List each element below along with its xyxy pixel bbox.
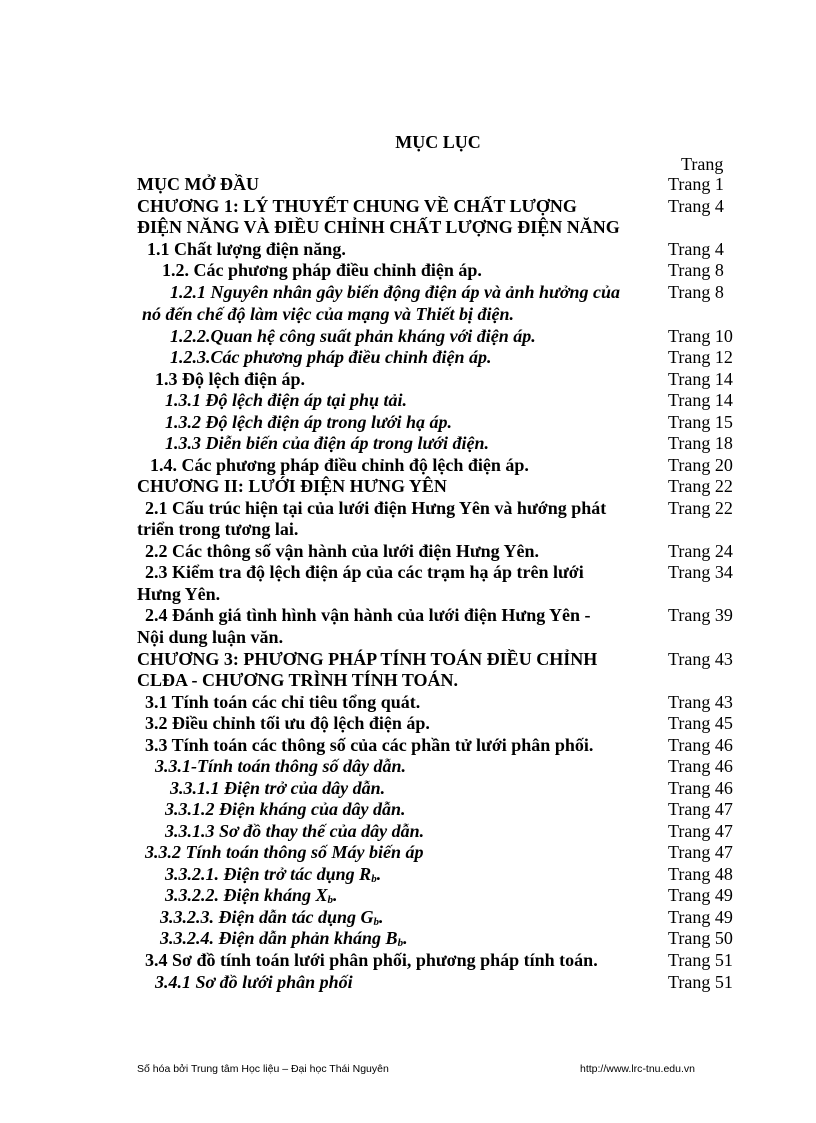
toc-entry-text: 1.4. Các phương pháp điều chỉnh độ lệch điện áp. [150, 455, 529, 475]
toc-entry-title [160, 928, 408, 953]
toc-entry-text: 3.3.1.2 Điện kháng của dây dẫn. [165, 799, 406, 819]
toc-entry-text: 1.2.2.Quan hệ công suất phản kháng với điện áp. [170, 326, 536, 346]
toc-entry-title [145, 950, 598, 972]
toc-entry-tail: . [379, 907, 384, 927]
toc-entry-title [145, 842, 424, 864]
toc-entry-page: Trang 49 [668, 907, 733, 927]
toc-entry-page: Trang 47 [668, 799, 733, 819]
toc-entry-page: Trang 43 [668, 649, 733, 669]
toc-entry-title [137, 649, 597, 671]
toc-entry-text: 1.2.1 Nguyên nhân gây biến động điện áp và ảnh hưởng của [170, 282, 621, 302]
toc-entry-title [145, 498, 606, 520]
toc-entry-text: 2.1 Cấu trúc hiện tại của lưới điện Hưng Yên và hướng phát [145, 498, 607, 518]
toc-entry-title [145, 692, 420, 714]
toc-entry-page: Trang 22 [668, 498, 733, 518]
toc-entry-title [137, 670, 458, 692]
toc-entry-page: Trang 50 [668, 928, 733, 948]
toc-entry-text: CHƯƠNG 1: LÝ THUYẾT CHUNG VỀ CHẤT LƯỢNG [137, 196, 577, 216]
toc-entry-tail: . [333, 885, 338, 905]
toc-entry-text: CHƯƠNG II: LƯỚI ĐIỆN HƯNG YÊN [137, 476, 447, 496]
toc-entry-text: 3.3.1-Tính toán thông số dây dẫn. [155, 756, 407, 776]
toc-entry-title [165, 885, 338, 910]
page-column-header: Trang [681, 154, 724, 174]
toc-entry-title [142, 304, 514, 326]
toc-entry-title [170, 282, 620, 304]
toc-entry-title [137, 217, 620, 239]
toc-entry-title [145, 605, 591, 627]
toc-entry-text: 3.3.1.3 Sơ đồ thay thế của dây dẫn. [165, 821, 425, 841]
toc-entry-page: Trang 46 [668, 735, 733, 755]
toc-entry-text: CHƯƠNG 3: PHƯƠNG PHÁP TÍNH TOÁN ĐIỀU CHỈNH [137, 649, 598, 669]
toc-entry-text: CLĐA - CHƯƠNG TRÌNH TÍNH TOÁN. [137, 670, 459, 690]
toc-entry-title [170, 326, 536, 348]
toc-entry-title [150, 455, 529, 477]
toc-entry-tail: . [376, 864, 382, 884]
toc-entry-title [155, 756, 406, 778]
toc-entry-page: Trang 49 [668, 885, 733, 905]
toc-entry-title [145, 562, 584, 584]
toc-entry-subscript: b [397, 937, 404, 949]
toc-entry-text: 1.2. Các phương pháp điều chỉnh điện áp. [162, 260, 482, 280]
toc-entry-text: Hưng Yên. [137, 584, 221, 604]
toc-entry-page: Trang 4 [668, 196, 724, 216]
toc-entry-text: 3.3 Tính toán các thông số của các phần tử lưới phân phối. [145, 735, 594, 755]
toc-entry-page: Trang 24 [668, 541, 733, 561]
toc-entry-page: Trang 18 [668, 433, 733, 453]
toc-entry-text: 3.2 Điều chỉnh tối ưu độ lệch điện áp. [145, 713, 430, 733]
toc-entry-text: 1.3.2 Độ lệch điện áp trong lưới hạ áp. [165, 412, 452, 432]
toc-entry-page: Trang 43 [668, 692, 733, 712]
toc-entry-text: 2.2 Các thông số vận hành của lưới điện Hưng Yên. [145, 541, 539, 561]
toc-entry-title [155, 369, 305, 391]
toc-entry-title [137, 627, 283, 649]
toc-entry-title [155, 972, 353, 994]
toc-entry-page: Trang 48 [668, 864, 733, 884]
toc-entry-page: Trang 22 [668, 476, 733, 496]
toc-entry-page: Trang 12 [668, 347, 733, 367]
toc-entry-page: Trang 1 [668, 174, 724, 194]
toc-entry-page: Trang 14 [668, 390, 733, 410]
toc-entry-title [137, 519, 298, 541]
toc-entry-page: Trang 46 [668, 778, 733, 798]
toc-entry-title [137, 174, 259, 196]
toc-entry-title [145, 713, 430, 735]
toc-entry-page: Trang 47 [668, 821, 733, 841]
toc-entry-title [165, 412, 452, 434]
toc-entry-page: Trang 51 [668, 972, 733, 992]
toc-entry-tail: . [403, 928, 408, 948]
toc-entry-text: 3.3.2.4. Điện dẫn phản kháng B [160, 928, 398, 948]
toc-entry-title [165, 433, 489, 455]
toc-entry-subscript: b [373, 916, 380, 928]
toc-entry-title [165, 390, 407, 412]
toc-entry-text: Nội dung luận văn. [137, 627, 284, 647]
toc-entry-text: 1.3 Độ lệch điện áp. [155, 369, 306, 389]
toc-entry-page: Trang 4 [668, 239, 724, 259]
toc-entry-text: 2.3 Kiểm tra độ lệch điện áp của các trạm hạ áp trên lưới [145, 562, 584, 582]
toc-entry-page: Trang 51 [668, 950, 733, 970]
toc-entry-page: Trang 8 [668, 260, 724, 280]
toc-entry-text: 1.1 Chất lượng điện năng. [147, 239, 346, 259]
toc-entry-text: 3.4.1 Sơ đồ lưới phân phối [155, 972, 353, 992]
toc-entry-text: nó đến chế độ làm việc của mạng và Thiết bị điện. [142, 304, 514, 324]
toc-entry-title [147, 239, 346, 261]
toc-entry-page: Trang 34 [668, 562, 733, 582]
toc-entry-title [145, 541, 539, 563]
toc-entry-text: 1.3.3 Diễn biến của điện áp trong lưới điện. [165, 433, 489, 453]
toc-entry-page: Trang 46 [668, 756, 733, 776]
toc-entry-page: Trang 20 [668, 455, 733, 475]
toc-entry-text: MỤC MỞ ĐẦU [137, 174, 259, 194]
toc-entry-text: 3.3.2 Tính toán thông số Máy biến áp [145, 842, 424, 862]
toc-entry-page: Trang 8 [668, 282, 724, 302]
toc-entry-text: ĐIỆN NĂNG VÀ ĐIỀU CHỈNH CHẤT LƯỢNG ĐIỆN NĂNG [137, 217, 620, 237]
toc-entry-text: 3.4 Sơ đồ tính toán lưới phân phối, phương pháp tính toán. [145, 950, 598, 970]
toc-entry-title [137, 196, 577, 218]
toc-entry-page: Trang 39 [668, 605, 733, 625]
toc-entry-subscript: b [327, 894, 334, 906]
footer-credit: Số hóa bởi Trung tâm Học liệu – Đại học Thái Nguyên [137, 1063, 389, 1075]
toc-entry-text: 3.3.2.1. Điện trở tác dụng R [165, 864, 372, 884]
toc-entry-title [165, 821, 424, 843]
toc-entry-page: Trang 15 [668, 412, 733, 432]
toc-entry-text: 3.3.2.3. Điện dẫn tác dụng G [160, 907, 374, 927]
toc-entry-title [145, 735, 593, 757]
toc-entry-title [162, 260, 482, 282]
page-title: MỤC LỤC [395, 132, 481, 152]
toc-entry-text: 1.3.1 Độ lệch điện áp tại phụ tải. [165, 390, 408, 410]
toc-entry-text: 2.4 Đánh giá tình hình vận hành của lưới điện Hưng Yên - [145, 605, 591, 625]
toc-entry-title [170, 778, 385, 800]
toc-entry-text: 3.1 Tính toán các chỉ tiêu tổng quát. [145, 692, 421, 712]
toc-entry-text: 1.2.3.Các phương pháp điều chỉnh điện áp. [170, 347, 492, 367]
toc-entry-page: Trang 14 [668, 369, 733, 389]
toc-entry-page: Trang 45 [668, 713, 733, 733]
toc-entry-subscript: b [371, 873, 377, 885]
toc-entry-text: 3.3.2.2. Điện kháng X [165, 885, 328, 905]
toc-entry-title [137, 584, 220, 606]
toc-entry-title [170, 347, 492, 369]
toc-entry-title [137, 476, 447, 498]
toc-entry-text: 3.3.1.1 Điện trở của dây dẫn. [170, 778, 386, 798]
toc-entry-page: Trang 47 [668, 842, 733, 862]
toc-entry-page: Trang 10 [668, 326, 733, 346]
toc-entry-text: triển trong tương lai. [137, 519, 299, 539]
toc-entry-title [165, 799, 406, 821]
footer-url[interactable]: http://www.lrc-tnu.edu.vn [580, 1063, 695, 1075]
